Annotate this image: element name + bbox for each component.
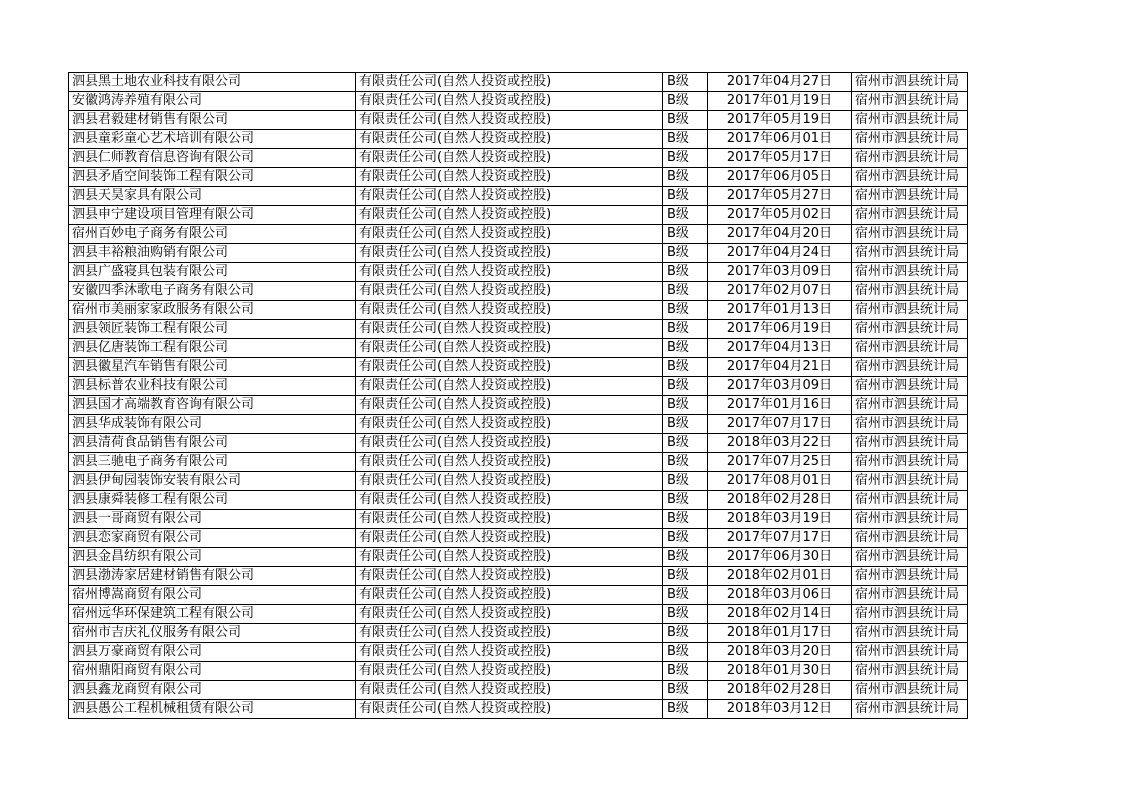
authority-cell: 宿州市泗县统计局 xyxy=(852,491,968,510)
company-name-cell: 宿州鼎阳商贸有限公司 xyxy=(69,662,356,681)
company-name-cell: 泗县恋家商贸有限公司 xyxy=(69,529,356,548)
date-cell: 2018年03月12日 xyxy=(708,700,852,719)
table-row xyxy=(69,624,968,643)
credit-level-cell: B级 xyxy=(663,700,708,719)
table-row xyxy=(69,206,968,225)
company-type-cell: 有限责任公司(自然人投资或控股) xyxy=(356,662,663,681)
authority-cell: 宿州市泗县统计局 xyxy=(852,605,968,624)
authority-cell: 宿州市泗县统计局 xyxy=(852,225,968,244)
date-cell: 2017年04月27日 xyxy=(708,73,852,92)
authority-cell: 宿州市泗县统计局 xyxy=(852,377,968,396)
company-name-cell: 泗县徽星汽车销售有限公司 xyxy=(69,358,356,377)
credit-level-cell: B级 xyxy=(663,225,708,244)
company-type-cell: 有限责任公司(自然人投资或控股) xyxy=(356,111,663,130)
company-name-cell: 宿州远华环保建筑工程有限公司 xyxy=(69,605,356,624)
credit-level-cell: B级 xyxy=(663,282,708,301)
authority-cell: 宿州市泗县统计局 xyxy=(852,624,968,643)
table-row xyxy=(69,605,968,624)
date-cell: 2017年06月30日 xyxy=(708,548,852,567)
company-name-cell: 泗县清荷食品销售有限公司 xyxy=(69,434,356,453)
date-cell: 2017年01月16日 xyxy=(708,396,852,415)
table-row xyxy=(69,529,968,548)
date-cell: 2018年02月14日 xyxy=(708,605,852,624)
company-type-cell: 有限责任公司(自然人投资或控股) xyxy=(356,491,663,510)
date-cell: 2017年05月02日 xyxy=(708,206,852,225)
company-name-cell: 泗县矛盾空间装饰工程有限公司 xyxy=(69,168,356,187)
date-cell: 2017年06月01日 xyxy=(708,130,852,149)
credit-level-cell: B级 xyxy=(663,453,708,472)
company-name-cell: 泗县三驰电子商务有限公司 xyxy=(69,453,356,472)
company-type-cell: 有限责任公司(自然人投资或控股) xyxy=(356,453,663,472)
credit-level-cell: B级 xyxy=(663,472,708,491)
company-name-cell: 宿州市吉庆礼仪服务有限公司 xyxy=(69,624,356,643)
company-type-cell: 有限责任公司(自然人投资或控股) xyxy=(356,472,663,491)
company-name-cell: 泗县标普农业科技有限公司 xyxy=(69,377,356,396)
date-cell: 2018年03月20日 xyxy=(708,643,852,662)
table-row xyxy=(69,491,968,510)
authority-cell: 宿州市泗县统计局 xyxy=(852,548,968,567)
table-row xyxy=(69,225,968,244)
credit-level-cell: B级 xyxy=(663,415,708,434)
table-row xyxy=(69,643,968,662)
credit-level-cell: B级 xyxy=(663,244,708,263)
credit-level-cell: B级 xyxy=(663,73,708,92)
authority-cell: 宿州市泗县统计局 xyxy=(852,510,968,529)
credit-level-cell: B级 xyxy=(663,624,708,643)
authority-cell: 宿州市泗县统计局 xyxy=(852,111,968,130)
authority-cell: 宿州市泗县统计局 xyxy=(852,339,968,358)
date-cell: 2017年01月13日 xyxy=(708,301,852,320)
table-row xyxy=(69,434,968,453)
company-name-cell: 泗县申宁建设项目管理有限公司 xyxy=(69,206,356,225)
credit-level-cell: B级 xyxy=(663,567,708,586)
company-name-cell: 泗县君毅建材销售有限公司 xyxy=(69,111,356,130)
authority-cell: 宿州市泗县统计局 xyxy=(852,282,968,301)
company-name-cell: 泗县华成装饰有限公司 xyxy=(69,415,356,434)
authority-cell: 宿州市泗县统计局 xyxy=(852,301,968,320)
authority-cell: 宿州市泗县统计局 xyxy=(852,567,968,586)
date-cell: 2017年07月17日 xyxy=(708,529,852,548)
credit-level-cell: B级 xyxy=(663,339,708,358)
company-type-cell: 有限责任公司(自然人投资或控股) xyxy=(356,244,663,263)
company-type-cell: 有限责任公司(自然人投资或控股) xyxy=(356,681,663,700)
company-type-cell: 有限责任公司(自然人投资或控股) xyxy=(356,206,663,225)
credit-level-cell: B级 xyxy=(663,92,708,111)
table-row xyxy=(69,149,968,168)
company-type-cell: 有限责任公司(自然人投资或控股) xyxy=(356,149,663,168)
company-name-cell: 泗县领匠装饰工程有限公司 xyxy=(69,320,356,339)
company-name-cell: 泗县广盛寝具包装有限公司 xyxy=(69,263,356,282)
credit-level-cell: B级 xyxy=(663,586,708,605)
company-type-cell: 有限责任公司(自然人投资或控股) xyxy=(356,700,663,719)
credit-level-cell: B级 xyxy=(663,358,708,377)
table-row xyxy=(69,510,968,529)
company-type-cell: 有限责任公司(自然人投资或控股) xyxy=(356,301,663,320)
credit-level-cell: B级 xyxy=(663,263,708,282)
table-row xyxy=(69,586,968,605)
company-name-cell: 宿州市美丽家家政服务有限公司 xyxy=(69,301,356,320)
credit-level-cell: B级 xyxy=(663,320,708,339)
company-type-cell: 有限责任公司(自然人投资或控股) xyxy=(356,586,663,605)
credit-level-cell: B级 xyxy=(663,206,708,225)
table-body xyxy=(69,73,968,719)
company-name-cell: 泗县愚公工程机械租赁有限公司 xyxy=(69,700,356,719)
date-cell: 2017年08月01日 xyxy=(708,472,852,491)
authority-cell: 宿州市泗县统计局 xyxy=(852,130,968,149)
company-type-cell: 有限责任公司(自然人投资或控股) xyxy=(356,567,663,586)
authority-cell: 宿州市泗县统计局 xyxy=(852,263,968,282)
authority-cell: 宿州市泗县统计局 xyxy=(852,149,968,168)
date-cell: 2017年06月19日 xyxy=(708,320,852,339)
credit-level-cell: B级 xyxy=(663,662,708,681)
company-name-cell: 泗县鑫龙商贸有限公司 xyxy=(69,681,356,700)
date-cell: 2017年04月24日 xyxy=(708,244,852,263)
date-cell: 2017年07月25日 xyxy=(708,453,852,472)
table-row xyxy=(69,111,968,130)
company-name-cell: 泗县康舜装修工程有限公司 xyxy=(69,491,356,510)
table-row xyxy=(69,472,968,491)
table-row xyxy=(69,130,968,149)
company-name-cell: 宿州博嵩商贸有限公司 xyxy=(69,586,356,605)
date-cell: 2018年03月06日 xyxy=(708,586,852,605)
credit-level-cell: B级 xyxy=(663,681,708,700)
company-type-cell: 有限责任公司(自然人投资或控股) xyxy=(356,92,663,111)
date-cell: 2018年03月22日 xyxy=(708,434,852,453)
authority-cell: 宿州市泗县统计局 xyxy=(852,681,968,700)
date-cell: 2018年01月30日 xyxy=(708,662,852,681)
authority-cell: 宿州市泗县统计局 xyxy=(852,92,968,111)
company-name-cell: 泗县渤涛家居建材销售有限公司 xyxy=(69,567,356,586)
company-name-cell: 安徽四季沐歌电子商务有限公司 xyxy=(69,282,356,301)
credit-level-cell: B级 xyxy=(663,434,708,453)
company-name-cell: 泗县国才高端教育咨询有限公司 xyxy=(69,396,356,415)
company-name-cell: 泗县天昊家具有限公司 xyxy=(69,187,356,206)
company-name-cell: 泗县伊甸园装饰安装有限公司 xyxy=(69,472,356,491)
date-cell: 2017年05月17日 xyxy=(708,149,852,168)
company-name-cell: 泗县亿唐装饰工程有限公司 xyxy=(69,339,356,358)
company-name-cell: 泗县丰裕粮油购销有限公司 xyxy=(69,244,356,263)
company-name-cell: 泗县黑土地农业科技有限公司 xyxy=(69,73,356,92)
authority-cell: 宿州市泗县统计局 xyxy=(852,73,968,92)
company-type-cell: 有限责任公司(自然人投资或控股) xyxy=(356,187,663,206)
company-type-cell: 有限责任公司(自然人投资或控股) xyxy=(356,263,663,282)
company-name-cell: 泗县一哥商贸有限公司 xyxy=(69,510,356,529)
company-name-cell: 泗县童彩童心艺术培训有限公司 xyxy=(69,130,356,149)
table-row xyxy=(69,282,968,301)
date-cell: 2018年02月28日 xyxy=(708,491,852,510)
company-type-cell: 有限责任公司(自然人投资或控股) xyxy=(356,320,663,339)
company-type-cell: 有限责任公司(自然人投资或控股) xyxy=(356,377,663,396)
table-row xyxy=(69,339,968,358)
date-cell: 2017年07月17日 xyxy=(708,415,852,434)
authority-cell: 宿州市泗县统计局 xyxy=(852,453,968,472)
date-cell: 2018年02月28日 xyxy=(708,681,852,700)
authority-cell: 宿州市泗县统计局 xyxy=(852,396,968,415)
credit-level-cell: B级 xyxy=(663,643,708,662)
company-name-cell: 泗县仁师教育信息咨询有限公司 xyxy=(69,149,356,168)
table-row xyxy=(69,415,968,434)
table-row xyxy=(69,548,968,567)
date-cell: 2017年05月19日 xyxy=(708,111,852,130)
authority-cell: 宿州市泗县统计局 xyxy=(852,244,968,263)
credit-level-cell: B级 xyxy=(663,396,708,415)
table-row xyxy=(69,187,968,206)
company-type-cell: 有限责任公司(自然人投资或控股) xyxy=(356,339,663,358)
authority-cell: 宿州市泗县统计局 xyxy=(852,187,968,206)
credit-level-cell: B级 xyxy=(663,605,708,624)
company-type-cell: 有限责任公司(自然人投资或控股) xyxy=(356,415,663,434)
authority-cell: 宿州市泗县统计局 xyxy=(852,643,968,662)
credit-level-cell: B级 xyxy=(663,510,708,529)
table-row xyxy=(69,92,968,111)
table-row xyxy=(69,358,968,377)
authority-cell: 宿州市泗县统计局 xyxy=(852,700,968,719)
date-cell: 2018年01月17日 xyxy=(708,624,852,643)
date-cell: 2017年04月13日 xyxy=(708,339,852,358)
company-name-cell: 泗县万豪商贸有限公司 xyxy=(69,643,356,662)
company-type-cell: 有限责任公司(自然人投资或控股) xyxy=(356,529,663,548)
credit-level-cell: B级 xyxy=(663,548,708,567)
table-row xyxy=(69,301,968,320)
credit-level-cell: B级 xyxy=(663,529,708,548)
table-row xyxy=(69,681,968,700)
date-cell: 2017年06月05日 xyxy=(708,168,852,187)
table-row xyxy=(69,700,968,719)
table-row xyxy=(69,244,968,263)
credit-level-cell: B级 xyxy=(663,111,708,130)
authority-cell: 宿州市泗县统计局 xyxy=(852,415,968,434)
credit-level-cell: B级 xyxy=(663,149,708,168)
company-type-cell: 有限责任公司(自然人投资或控股) xyxy=(356,643,663,662)
date-cell: 2018年02月01日 xyxy=(708,567,852,586)
date-cell: 2017年01月19日 xyxy=(708,92,852,111)
table-row xyxy=(69,396,968,415)
authority-cell: 宿州市泗县统计局 xyxy=(852,529,968,548)
authority-cell: 宿州市泗县统计局 xyxy=(852,206,968,225)
date-cell: 2017年03月09日 xyxy=(708,377,852,396)
date-cell: 2017年05月27日 xyxy=(708,187,852,206)
company-type-cell: 有限责任公司(自然人投资或控股) xyxy=(356,548,663,567)
company-type-cell: 有限责任公司(自然人投资或控股) xyxy=(356,434,663,453)
authority-cell: 宿州市泗县统计局 xyxy=(852,320,968,339)
date-cell: 2017年03月09日 xyxy=(708,263,852,282)
table-row xyxy=(69,263,968,282)
credit-level-cell: B级 xyxy=(663,130,708,149)
credit-level-cell: B级 xyxy=(663,377,708,396)
date-cell: 2017年04月21日 xyxy=(708,358,852,377)
table-row xyxy=(69,73,968,92)
table-row xyxy=(69,320,968,339)
authority-cell: 宿州市泗县统计局 xyxy=(852,434,968,453)
company-type-cell: 有限责任公司(自然人投资或控股) xyxy=(356,510,663,529)
authority-cell: 宿州市泗县统计局 xyxy=(852,358,968,377)
credit-level-cell: B级 xyxy=(663,187,708,206)
credit-level-cell: B级 xyxy=(663,301,708,320)
company-name-cell: 泗县金昌纺织有限公司 xyxy=(69,548,356,567)
date-cell: 2018年03月19日 xyxy=(708,510,852,529)
authority-cell: 宿州市泗县统计局 xyxy=(852,662,968,681)
company-name-cell: 安徽鸿涛养殖有限公司 xyxy=(69,92,356,111)
credit-level-cell: B级 xyxy=(663,168,708,187)
table-row xyxy=(69,567,968,586)
company-type-cell: 有限责任公司(自然人投资或控股) xyxy=(356,73,663,92)
company-type-cell: 有限责任公司(自然人投资或控股) xyxy=(356,396,663,415)
company-type-cell: 有限责任公司(自然人投资或控股) xyxy=(356,358,663,377)
company-name-cell: 宿州百妙电子商务有限公司 xyxy=(69,225,356,244)
authority-cell: 宿州市泗县统计局 xyxy=(852,586,968,605)
company-type-cell: 有限责任公司(自然人投资或控股) xyxy=(356,605,663,624)
date-cell: 2017年04月20日 xyxy=(708,225,852,244)
authority-cell: 宿州市泗县统计局 xyxy=(852,472,968,491)
company-type-cell: 有限责任公司(自然人投资或控股) xyxy=(356,168,663,187)
table-row xyxy=(69,377,968,396)
table-row xyxy=(69,453,968,472)
company-type-cell: 有限责任公司(自然人投资或控股) xyxy=(356,624,663,643)
date-cell: 2017年02月07日 xyxy=(708,282,852,301)
credit-level-cell: B级 xyxy=(663,491,708,510)
company-type-cell: 有限责任公司(自然人投资或控股) xyxy=(356,282,663,301)
table-row xyxy=(69,168,968,187)
authority-cell: 宿州市泗县统计局 xyxy=(852,168,968,187)
table-row xyxy=(69,662,968,681)
company-type-cell: 有限责任公司(自然人投资或控股) xyxy=(356,130,663,149)
company-credit-table xyxy=(68,72,968,719)
company-type-cell: 有限责任公司(自然人投资或控股) xyxy=(356,225,663,244)
